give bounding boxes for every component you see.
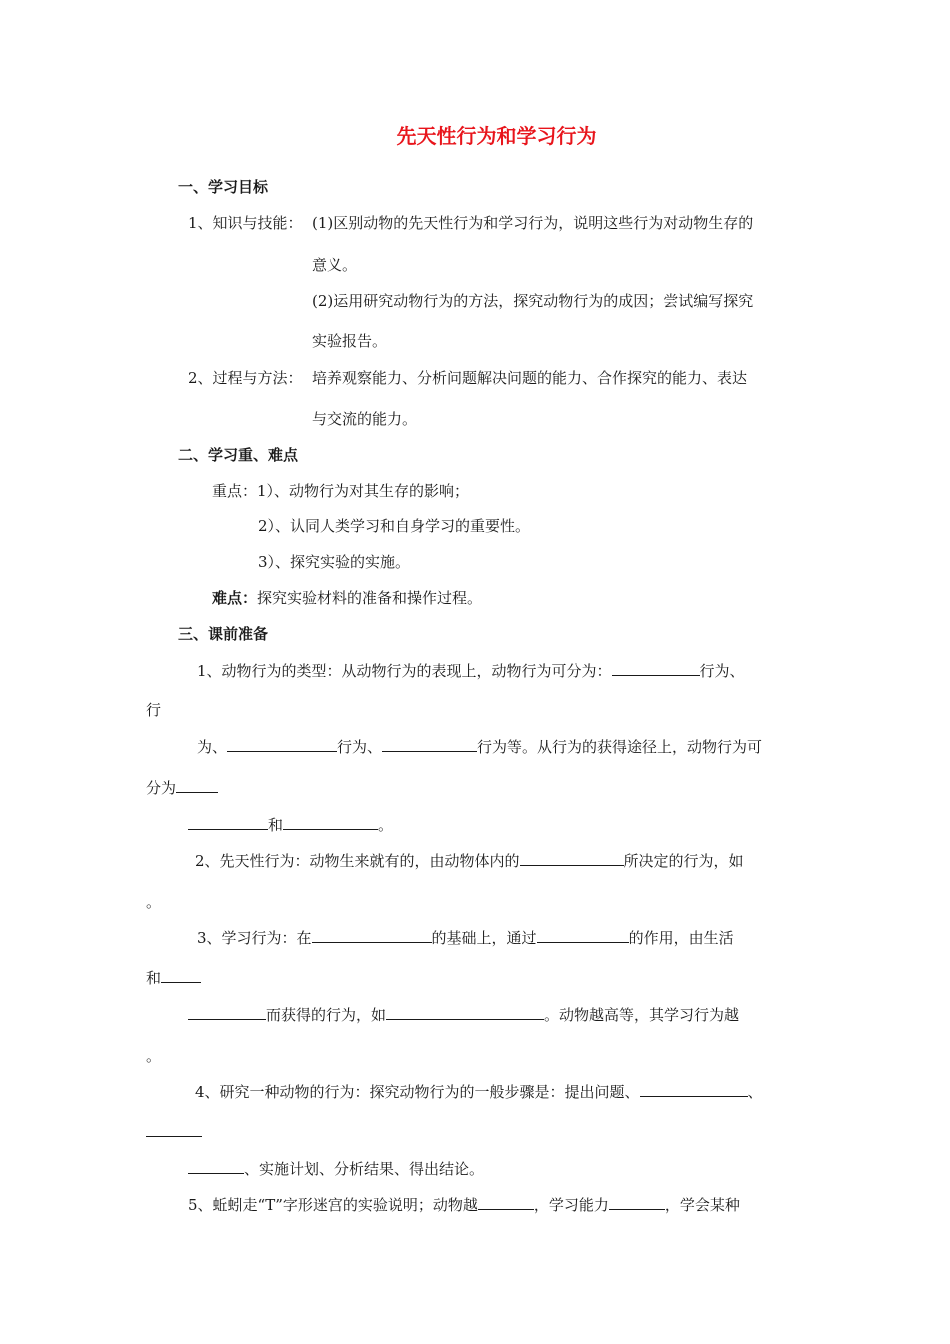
goal-1-text-b1: (2)运用研究动物行为的方法，探究动物行为的成因；尝试编写探究 bbox=[312, 292, 754, 310]
section-heading-prep: 三、课前准备 bbox=[178, 625, 269, 643]
q3-text-a: 3、学习行为：在 bbox=[197, 929, 312, 947]
fill-blank[interactable] bbox=[612, 661, 700, 676]
q3-line-1 bbox=[197, 928, 734, 948]
fill-blank[interactable] bbox=[283, 815, 378, 830]
page-title: 先天性行为和学习行为 bbox=[396, 124, 597, 148]
q3-text-f: 。动物越高等，其学习行为越 bbox=[544, 1006, 740, 1024]
q3-line-3 bbox=[188, 1005, 739, 1025]
q3-text-g: 。 bbox=[146, 1047, 162, 1065]
q1-text-f: 行为等。从行为的获得途径上，动物行为可 bbox=[477, 738, 763, 756]
q5-text-c: ，学会某种 bbox=[664, 1196, 740, 1214]
fill-blank[interactable] bbox=[188, 815, 268, 830]
q3-text-d: 和 bbox=[146, 969, 162, 987]
q1-text-h: 和 bbox=[268, 816, 284, 834]
q3-line-2 bbox=[146, 968, 201, 988]
fill-blank[interactable] bbox=[188, 1159, 244, 1174]
goal-1-text-b2: 实验报告。 bbox=[312, 332, 388, 350]
q1-text-e: 行为、 bbox=[337, 738, 383, 756]
difficulty-label: 难点： bbox=[212, 589, 258, 607]
fill-blank[interactable] bbox=[640, 1082, 748, 1097]
q1-text-i: 。 bbox=[378, 816, 394, 834]
fill-blank[interactable] bbox=[609, 1195, 665, 1210]
fill-blank[interactable] bbox=[537, 928, 629, 943]
q1-text-g: 分为 bbox=[146, 779, 177, 797]
fill-blank[interactable] bbox=[146, 1122, 202, 1137]
fill-blank[interactable] bbox=[478, 1195, 534, 1210]
q1-text-d: 为、 bbox=[197, 738, 228, 756]
fill-blank[interactable] bbox=[386, 1005, 544, 1020]
fill-blank[interactable] bbox=[312, 928, 432, 943]
q1-text-a: 1、动物行为的类型：从动物行为的表现上，动物行为可分为： bbox=[197, 662, 612, 680]
fill-blank[interactable] bbox=[176, 778, 218, 793]
q1-line-4 bbox=[146, 778, 218, 798]
fill-blank[interactable] bbox=[520, 851, 624, 866]
goal-2-text-2: 与交流的能力。 bbox=[312, 410, 418, 428]
q1-line-5 bbox=[188, 815, 393, 835]
difficulty-line bbox=[212, 588, 482, 608]
fill-blank[interactable] bbox=[188, 1005, 266, 1020]
q2-text-c: 。 bbox=[146, 893, 162, 911]
q1-line-3 bbox=[197, 737, 762, 757]
q4-line-3 bbox=[188, 1159, 484, 1179]
q4-text-b: 、 bbox=[747, 1083, 763, 1101]
key-points-label: 重点： bbox=[212, 482, 258, 500]
q1-text-c: 行 bbox=[146, 701, 162, 719]
q2-line-1 bbox=[195, 851, 744, 871]
q1-line-1 bbox=[197, 661, 745, 681]
q4-text-c: 、实施计划、分析结果、得出结论。 bbox=[244, 1160, 485, 1178]
key-point-1: 1）、动物行为对其生存的影响； bbox=[257, 482, 470, 500]
q2-text-a: 2、先天性行为：动物生来就有的，由动物体内的 bbox=[195, 852, 520, 870]
q5-text-a: 5、蚯蚓走“T”字形迷宫的实验说明；动物越 bbox=[188, 1196, 478, 1214]
goal-1-lead: 1、知识与技能： bbox=[188, 214, 303, 232]
q3-text-c: 的作用，由生活 bbox=[628, 929, 734, 947]
goal-2-text-1: 培养观察能力、分析问题解决问题的能力、合作探究的能力、表达 bbox=[312, 369, 748, 387]
q4-line-2 bbox=[146, 1122, 202, 1142]
section-heading-focus: 二、学习重、难点 bbox=[178, 446, 299, 464]
difficulty-text: 探究实验材料的准备和操作过程。 bbox=[257, 589, 483, 607]
q3-text-e: 而获得的行为，如 bbox=[266, 1006, 387, 1024]
goal-2-lead: 2、过程与方法： bbox=[188, 369, 303, 387]
goal-1-text-a1: (1)区别动物的先天性行为和学习行为，说明这些行为对动物生存的 bbox=[312, 214, 754, 232]
q2-text-b: 所决定的行为，如 bbox=[623, 852, 744, 870]
q5-text-b: ，学习能力 bbox=[533, 1196, 609, 1214]
key-point-3: 3）、探究实验的实施。 bbox=[258, 553, 411, 571]
q3-text-b: 的基础上，通过 bbox=[431, 929, 537, 947]
fill-blank[interactable] bbox=[227, 737, 337, 752]
fill-blank[interactable] bbox=[161, 968, 201, 983]
key-points-1 bbox=[212, 481, 469, 501]
q1-text-b: 行为、 bbox=[699, 662, 745, 680]
q5-line-1 bbox=[188, 1195, 740, 1215]
goal-1-text-a2: 意义。 bbox=[312, 256, 358, 274]
fill-blank[interactable] bbox=[382, 737, 477, 752]
q4-text-a: 4、研究一种动物的行为：探究动物行为的一般步骤是：提出问题、 bbox=[195, 1083, 640, 1101]
q4-line-1 bbox=[195, 1082, 763, 1102]
section-heading-goals: 一、学习目标 bbox=[178, 178, 269, 196]
key-point-2: 2）、认同人类学习和自身学习的重要性。 bbox=[258, 517, 531, 535]
